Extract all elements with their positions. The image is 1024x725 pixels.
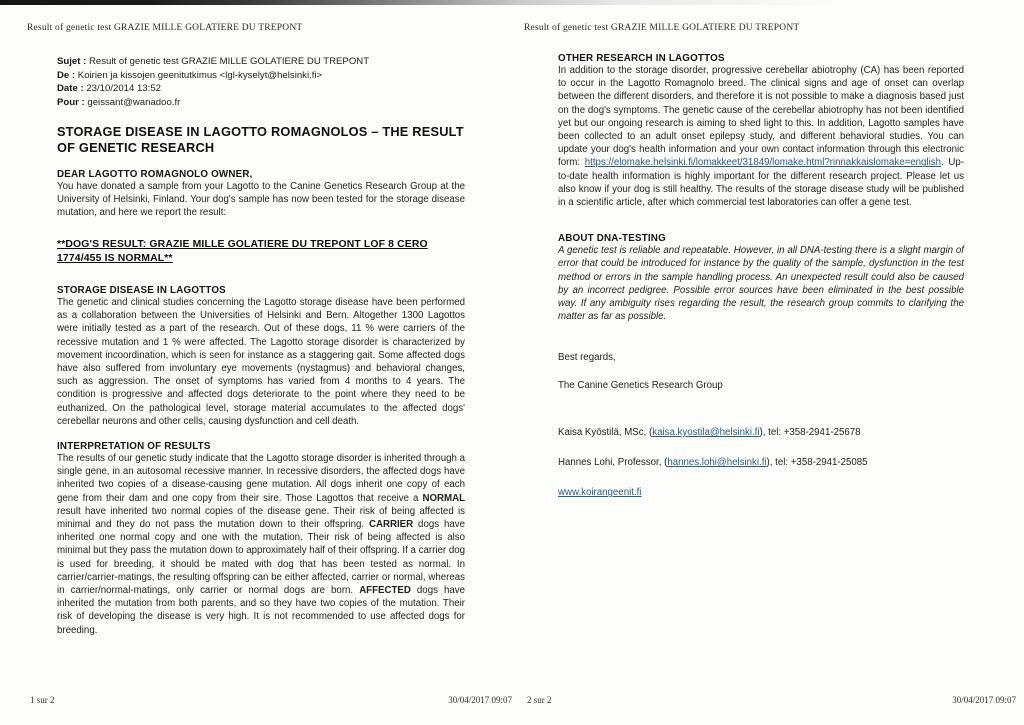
hyperlink[interactable]: hannes.lohi@helsinki.fi [667, 457, 767, 469]
about-dna-paragraph: A genetic test is reliable and repeatable. However, in all DNA-testing there is a slight margin of error that could be introduced for instance by the quality of the sample, dysfunction in the test method or errors in the sample handling process. An unexpected result could also be caused by an incorrect pedigree. Possible error sources have been eliminated in the best possible way. If any ambiguity rises regarding the result, the research group commits to clarifying the matter as far as possible. [558, 245, 964, 323]
scan-artifact-top [0, 0, 840, 5]
contact-line-kaisa: Kaisa Kyöstilä, MSc, (kaisa.kyostila@helsinki.fi), tel: +358-2941-25678 [558, 426, 861, 438]
page2-content [558, 53, 964, 499]
email-from-row [57, 69, 465, 83]
email-from-label: De : [57, 69, 76, 81]
signoff-group: The Canine Genetics Research Group [558, 379, 723, 391]
hyperlink[interactable]: www.koirangeenit.fi [558, 487, 642, 499]
website-link-line [558, 486, 964, 499]
email-date-value: 23/10/2014 13:52 [86, 83, 162, 94]
storage-disease-heading: STORAGE DISEASE IN LAGOTTOS [57, 285, 226, 297]
email-to-value: geissant@wanadoo.fr [87, 96, 181, 108]
other-research-heading: OTHER RESEARCH IN LAGOTTOS [558, 53, 725, 64]
page2-print-timestamp: 30/04/2017 09:07 [952, 695, 1016, 705]
email-date-row [57, 82, 465, 96]
dog-result-line: **DOG'S RESULT: GRAZIE MILLE GOLATIERE DU TREPONT LOF 8 CERO 1774/455 IS NORMAL** [57, 238, 428, 264]
contact-line-hannes: Hannes Lohi, Professor, (hannes.lohi@helsinki.fi), tel: +358-2941-25085 [558, 457, 868, 469]
email-to-row [57, 96, 465, 110]
storage-disease-paragraph: The genetic and clinical studies concerning the Lagotto storage disease have been performed as a collaboration between the Universities of Helsinki and Bern. Altogether 1300 Lagottos were initially tested as a part of the research. Out of these dogs, 11 % were carriers of the recessive mutation and 1 % were affected. The Lagotto storage disorder is characterized by movement incoordination, which is seen for instance as a staggering gait. Some affected dogs have also suffered from involuntary eye movements (nystagmus) and behavioral changes, such as aggression. The onset of symptoms has varied from 4 months to 4 years. The condition is progressive and affected dogs deteriorate to the point where they need to be euthanized. On the pathological level, storage material accumulates to the affected dogs' cerebellar neurons and other cells, causing dysfunction and cell death. [57, 297, 465, 427]
about-dna-heading: ABOUT DNA-TESTING [558, 233, 666, 245]
email-from-value: Koirien ja kissojen geenitutkimus <lgl-kyselyt@helsinki.fi> [77, 69, 323, 81]
email-subject-row [57, 55, 465, 69]
page2-running-header: Result of genetic test GRAZIE MILLE GOLATIERE DU TREPONT [524, 23, 800, 33]
intro-paragraph: You have donated a sample from your Lagotto to the Canine Genetics Research Group at the University of Helsinki, Finland. Your dog's sample has now been tested for the storage disease mutation, and here we report the result: [57, 181, 465, 219]
page1-print-timestamp: 30/04/2017 09:07 [448, 695, 512, 705]
interpretation-paragraph: The results of our genetic study indicate that the Lagotto storage disorder is inherited through a single gene, in an autosomal recessive manner. In recessive disorders, the affected dogs have inherited two copies of a disease-causing gene mutation. All dogs inherit one copy of each gene from their dam and one copy from their sire. Those Lagottos that receive a NORMAL result have inherited two normal copies of the disease gene. Their risk of being affected is minimal and they do not pass the mutation down to their offspring. CARRIER dogs have inherited one normal copy and one with the mutation. Their risk of being affected is also minimal but they pass the mutation down to approximately half of their offspring. If a carrier dog is used for breeding, it should be mated with dog that has been tested as normal. In carrier/carrier-matings, the resulting offspring can be either affected, carrier or normal, whereas in carrier/normal-matings, only carrier or normal dogs are born. AFFECTED dogs have inherited the mutation from both parents, and so they have two copies of the mutation. Their risk of developing the disease is very high. It is not recommended to use affected dogs for breeding. [57, 453, 465, 636]
hyperlink[interactable]: kaisa.kyostila@helsinki.fi [652, 426, 760, 438]
email-header-block [57, 55, 465, 109]
email-date-label: Date : [57, 83, 84, 94]
hyperlink[interactable]: https://elomake.helsinki.fi/lomakkeet/31849/lomake.html?rinnakkaislomake=english [584, 157, 941, 169]
email-subject-value: Result of genetic test GRAZIE MILLE GOLATIERE DU TREPONT [89, 56, 370, 67]
signoff-regards: Best regards, [558, 352, 616, 364]
page1-content [57, 55, 465, 637]
document-title: STORAGE DISEASE IN LAGOTTO ROMAGNOLOS – THE RESULT OF GENETIC RESEARCH [57, 124, 464, 155]
page1-running-header: Result of genetic test GRAZIE MILLE GOLATIERE DU TREPONT [27, 23, 303, 33]
salutation: DEAR LAGOTTO ROMAGNOLO OWNER, [57, 169, 253, 180]
page1-page-number: 1 sur 2 [30, 695, 55, 705]
interpretation-heading: INTERPRETATION OF RESULTS [57, 441, 211, 453]
email-subject-label: Sujet : [57, 56, 87, 67]
page2-page-number: 2 sur 2 [527, 695, 552, 705]
other-research-paragraph: In addition to the storage disorder, progressive cerebellar abiotrophy (CA) has been reported to occur in the Lagotto Romagnolo breed. The clinical signs and age of onset can overlap between the different disorders, and therefore it is not possible to make a diagnosis based just on the dog's symptoms. The genetic cause of the cerebellar abiotrophy has not been identified yet but our ongoing research is aiming to shed light to this. In addition, Lagotto samples have been collected to an adult onset epilepsy study, and different behavioral studies. You can update your dog's health information and your own contact information through this electronic form: https://elomake.helsinki.fi/lomakkeet/31849/lomake.html?rinnakkaislomake=english. Up-to-date health information is highly important for the different research project. Please let us also know if your dog is still healthy. The results of the storage disease study will be published in a scientific article, after which commercial test laboratories can offer a gene test. [558, 65, 964, 209]
email-to-label: Pour : [57, 96, 85, 108]
